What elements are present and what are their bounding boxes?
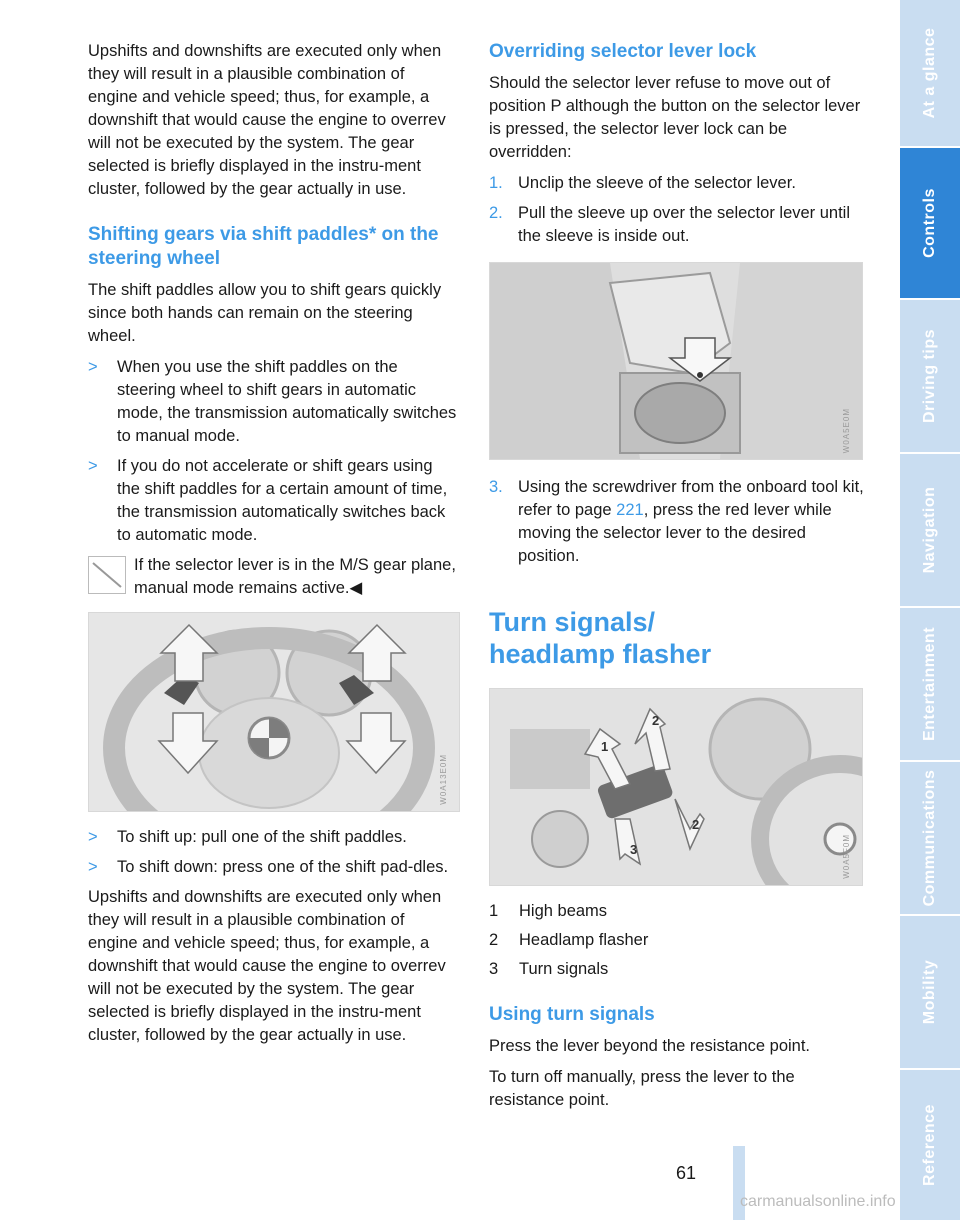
paragraph: Upshifts and downshifts are executed only when they will result in a plausible combination of engine and vehicle speed; thus, for example, a downshift that would cause the engine to overrev will not be executed by the system. The gear selected is briefly displayed in the instru-ment cluster, followed by the gear actually in use. [88,42,446,198]
paragraph: Upshifts and downshifts are executed only when they will result in a plausible combination of engine and vehicle speed; thus, for example, a downshift that would cause the engine to overrev will not be executed by the system. The gear selected is briefly displayed in the instru-ment cluster, followed by the gear actually in use. [88,888,446,1044]
tab-mobility[interactable] [900,916,960,1070]
section-heading-shift-paddles: Shifting gears via shift paddles* on the steering wheel [88,224,439,269]
bullet-marker: > [88,858,98,876]
step-text-part: , press the red lever while moving the selector lever to the desired position. [518,501,832,565]
list-item-text: To shift up: pull one of the shift paddles. [117,828,407,846]
tab-label: At a glance [921,27,938,119]
tab-label: Entertainment [921,626,938,742]
tab-label: Navigation [921,486,938,574]
tab-label: Driving tips [921,328,938,424]
selector-lever-figure [489,262,863,460]
note-box [88,554,458,600]
page-number: 61 [676,1163,697,1183]
note-icon [88,556,126,594]
tab-reference[interactable] [900,1070,960,1222]
tab-label: Reference [921,1104,938,1186]
left-column [88,40,458,1055]
callout-label: 1 [601,739,609,754]
step-text-part: Using the screwdriver from the onboard tool kit, refer to page [518,478,864,519]
tab-controls[interactable] [900,148,960,300]
watermark: carmanualsonline.info [740,1193,896,1210]
legend-item [489,900,864,923]
paragraph: Press the lever beyond the resistance point. [489,1037,811,1055]
legend-number: 2 [489,931,499,949]
paragraph: To turn off manually, press the lever to the resistance point. [489,1068,795,1109]
step-number: 2. [489,204,503,222]
step-item [489,476,864,568]
step-item [489,172,864,195]
step-text: Unclip the sleeve of the selector lever. [518,174,796,192]
list-item [88,356,458,448]
step-item [489,202,864,248]
figure-code: W0A5E0M [842,407,851,453]
legend-item [489,958,864,981]
step-text: Pull the sleeve up over the selector lever until the sleeve is inside out. [518,204,851,245]
tab-navigation[interactable] [900,454,960,608]
legend-number: 3 [489,960,499,978]
tab-label: Communications [921,769,938,907]
legend-label: High beams [519,902,608,920]
tab-entertainment[interactable] [900,608,960,762]
chapter-sidebar [900,0,960,1220]
paragraph: The shift paddles allow you to shift gears quickly since both hands can remain on the steering wheel. [88,281,442,345]
steering-wheel-figure [88,612,460,812]
step-number: 1. [489,174,503,192]
tab-label: Mobility [921,959,938,1025]
tab-driving-tips[interactable] [900,300,960,454]
list-item-text: When you use the shift paddles on the steering wheel to shift gears in automatic mode, the transmission automatically switches to manual mode. [117,358,457,445]
bullet-marker: > [88,358,98,376]
section-heading-using-turn-signals: Using turn signals [489,1004,655,1025]
section-heading-turn-signals [489,606,864,670]
list-item [88,826,458,849]
heading-line: Turn signals/ [489,607,656,637]
turn-signal-figure [489,688,863,886]
legend-label: Turn signals [519,960,609,978]
heading-line: headlamp flasher [489,639,712,669]
figure-code: W0A5F0M [842,834,851,879]
note-text: If the selector lever is in the M/S gear plane, manual mode remains active.◀ [134,556,456,597]
selector-lever-illustration [490,263,862,459]
list-item-text: To shift down: press one of the shift pad-dles. [117,858,449,876]
bullet-marker: > [88,457,98,475]
tab-label: Controls [921,188,938,258]
figure-code: W0A13E0M [439,754,448,805]
right-column [489,40,864,1120]
list-item [88,455,458,547]
callout-label: 2 [692,817,700,832]
section-heading-selector-lock: Overriding selector lever lock [489,41,757,62]
legend-number: 1 [489,902,499,920]
callout-label: 3 [630,842,638,857]
step-number: 3. [489,478,503,496]
paragraph: Should the selector lever refuse to move out of position P although the button on the selector lever is pressed, the selector lever lock can be overridden: [489,74,861,161]
callout-label: 2 [652,713,660,728]
legend-label: Headlamp flasher [519,931,649,949]
tab-communications[interactable] [900,762,960,916]
page-reference-link[interactable]: 221 [616,501,644,519]
bullet-marker: > [88,828,98,846]
list-item [88,856,458,879]
list-item-text: If you do not accelerate or shift gears using the shift paddles for a certain amount of time, the transmission automatically switches back to automatic mode. [117,457,448,544]
tab-at-a-glance[interactable] [900,0,960,148]
legend-item [489,929,864,952]
steering-wheel-illustration [89,613,459,811]
step-text [518,476,864,568]
turn-signal-illustration [490,689,862,885]
